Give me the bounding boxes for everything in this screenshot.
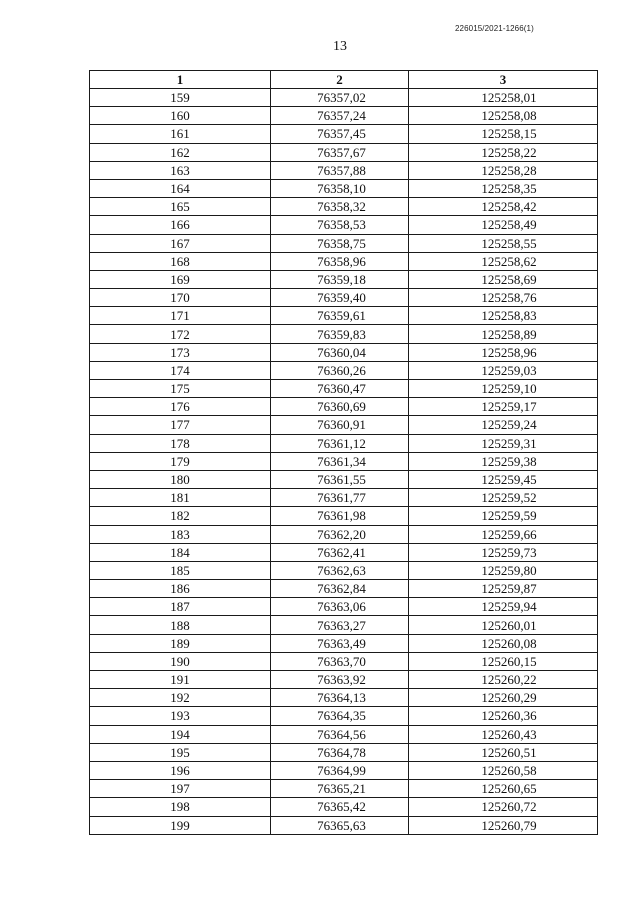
y-coordinate-cell: 125259,38 [409,452,598,470]
point-number-cell: 197 [90,780,271,798]
x-coordinate-cell: 76357,67 [271,143,409,161]
y-coordinate-cell: 125260,43 [409,725,598,743]
y-coordinate-cell: 125260,22 [409,671,598,689]
table-row [90,598,598,616]
column-header-2: 2 [271,71,409,89]
y-coordinate-cell: 125258,35 [409,179,598,197]
y-coordinate-cell: 125259,24 [409,416,598,434]
y-coordinate-cell: 125260,29 [409,689,598,707]
y-coordinate-cell: 125259,94 [409,598,598,616]
table-row [90,725,598,743]
x-coordinate-cell: 76362,84 [271,580,409,598]
point-number-cell: 161 [90,125,271,143]
x-coordinate-cell: 76357,45 [271,125,409,143]
table-row [90,452,598,470]
table-row [90,616,598,634]
point-number-cell: 169 [90,270,271,288]
table-row [90,325,598,343]
table-row [90,343,598,361]
point-number-cell: 177 [90,416,271,434]
point-number-cell: 184 [90,543,271,561]
x-coordinate-cell: 76364,99 [271,761,409,779]
y-coordinate-cell: 125258,42 [409,198,598,216]
page-number: 13 [333,39,347,54]
table-row [90,216,598,234]
point-number-cell: 196 [90,761,271,779]
y-coordinate-cell: 125259,66 [409,525,598,543]
x-coordinate-cell: 76363,70 [271,652,409,670]
x-coordinate-cell: 76364,35 [271,707,409,725]
point-number-cell: 174 [90,361,271,379]
table-row [90,270,598,288]
point-number-cell: 168 [90,252,271,270]
point-number-cell: 160 [90,107,271,125]
point-number-cell: 185 [90,561,271,579]
x-coordinate-cell: 76359,61 [271,307,409,325]
x-coordinate-cell: 76362,63 [271,561,409,579]
y-coordinate-cell: 125258,28 [409,161,598,179]
table-row [90,507,598,525]
y-coordinate-cell: 125260,51 [409,743,598,761]
y-coordinate-cell: 125258,62 [409,252,598,270]
x-coordinate-cell: 76360,26 [271,361,409,379]
table-row [90,761,598,779]
table-row [90,143,598,161]
y-coordinate-cell: 125258,69 [409,270,598,288]
x-coordinate-cell: 76360,91 [271,416,409,434]
table-row [90,580,598,598]
point-number-cell: 162 [90,143,271,161]
point-number-cell: 194 [90,725,271,743]
x-coordinate-cell: 76363,92 [271,671,409,689]
table-row [90,561,598,579]
point-number-cell: 164 [90,179,271,197]
y-coordinate-cell: 125258,08 [409,107,598,125]
x-coordinate-cell: 76359,18 [271,270,409,288]
y-coordinate-cell: 125260,65 [409,780,598,798]
point-number-cell: 190 [90,652,271,670]
point-number-cell: 191 [90,671,271,689]
y-coordinate-cell: 125258,96 [409,343,598,361]
table-row [90,470,598,488]
column-header-1: 1 [90,71,271,89]
point-number-cell: 167 [90,234,271,252]
table-row [90,161,598,179]
coordinates-table [89,70,598,835]
y-coordinate-cell: 125259,80 [409,561,598,579]
table-row [90,252,598,270]
point-number-cell: 198 [90,798,271,816]
table-row [90,307,598,325]
table-row [90,398,598,416]
x-coordinate-cell: 76364,13 [271,689,409,707]
y-coordinate-cell: 125258,76 [409,289,598,307]
table-row [90,107,598,125]
table-row [90,89,598,107]
y-coordinate-cell: 125260,36 [409,707,598,725]
y-coordinate-cell: 125260,58 [409,761,598,779]
y-coordinate-cell: 125258,49 [409,216,598,234]
y-coordinate-cell: 125258,55 [409,234,598,252]
table-row [90,816,598,834]
point-number-cell: 189 [90,634,271,652]
point-number-cell: 178 [90,434,271,452]
table-row [90,780,598,798]
x-coordinate-cell: 76361,34 [271,452,409,470]
table-row [90,798,598,816]
y-coordinate-cell: 125258,22 [409,143,598,161]
point-number-cell: 172 [90,325,271,343]
y-coordinate-cell: 125260,08 [409,634,598,652]
y-coordinate-cell: 125259,45 [409,470,598,488]
table-row [90,179,598,197]
point-number-cell: 193 [90,707,271,725]
document-reference: 226015/2021-1266(1) [455,24,534,33]
x-coordinate-cell: 76365,63 [271,816,409,834]
y-coordinate-cell: 125258,83 [409,307,598,325]
table-row [90,125,598,143]
x-coordinate-cell: 76358,96 [271,252,409,270]
x-coordinate-cell: 76358,32 [271,198,409,216]
y-coordinate-cell: 125259,31 [409,434,598,452]
x-coordinate-cell: 76361,12 [271,434,409,452]
x-coordinate-cell: 76361,77 [271,489,409,507]
y-coordinate-cell: 125259,52 [409,489,598,507]
table-row [90,289,598,307]
y-coordinate-cell: 125259,87 [409,580,598,598]
y-coordinate-cell: 125260,72 [409,798,598,816]
table-body [90,89,598,835]
y-coordinate-cell: 125259,17 [409,398,598,416]
x-coordinate-cell: 76360,47 [271,380,409,398]
x-coordinate-cell: 76363,06 [271,598,409,616]
point-number-cell: 195 [90,743,271,761]
x-coordinate-cell: 76357,02 [271,89,409,107]
point-number-cell: 159 [90,89,271,107]
point-number-cell: 166 [90,216,271,234]
point-number-cell: 175 [90,380,271,398]
x-coordinate-cell: 76361,98 [271,507,409,525]
x-coordinate-cell: 76360,69 [271,398,409,416]
table-row [90,671,598,689]
table-row [90,525,598,543]
point-number-cell: 176 [90,398,271,416]
point-number-cell: 183 [90,525,271,543]
x-coordinate-cell: 76362,41 [271,543,409,561]
point-number-cell: 179 [90,452,271,470]
x-coordinate-cell: 76364,78 [271,743,409,761]
y-coordinate-cell: 125260,01 [409,616,598,634]
table-row [90,543,598,561]
table-row [90,489,598,507]
y-coordinate-cell: 125260,79 [409,816,598,834]
point-number-cell: 182 [90,507,271,525]
point-number-cell: 181 [90,489,271,507]
point-number-cell: 163 [90,161,271,179]
point-number-cell: 186 [90,580,271,598]
x-coordinate-cell: 76363,49 [271,634,409,652]
x-coordinate-cell: 76361,55 [271,470,409,488]
y-coordinate-cell: 125260,15 [409,652,598,670]
point-number-cell: 192 [90,689,271,707]
table-row [90,689,598,707]
x-coordinate-cell: 76358,10 [271,179,409,197]
point-number-cell: 171 [90,307,271,325]
x-coordinate-cell: 76357,88 [271,161,409,179]
x-coordinate-cell: 76357,24 [271,107,409,125]
table-row [90,743,598,761]
table-row [90,198,598,216]
point-number-cell: 170 [90,289,271,307]
x-coordinate-cell: 76364,56 [271,725,409,743]
table-row [90,361,598,379]
point-number-cell: 199 [90,816,271,834]
table-row [90,234,598,252]
point-number-cell: 165 [90,198,271,216]
point-number-cell: 188 [90,616,271,634]
table-row [90,707,598,725]
y-coordinate-cell: 125258,89 [409,325,598,343]
x-coordinate-cell: 76359,83 [271,325,409,343]
table-row [90,434,598,452]
table-header-row [90,71,598,89]
table-row [90,634,598,652]
y-coordinate-cell: 125259,73 [409,543,598,561]
y-coordinate-cell: 125259,59 [409,507,598,525]
x-coordinate-cell: 76360,04 [271,343,409,361]
x-coordinate-cell: 76365,21 [271,780,409,798]
table-row [90,380,598,398]
point-number-cell: 173 [90,343,271,361]
point-number-cell: 187 [90,598,271,616]
y-coordinate-cell: 125259,10 [409,380,598,398]
x-coordinate-cell: 76358,75 [271,234,409,252]
point-number-cell: 180 [90,470,271,488]
column-header-3: 3 [409,71,598,89]
x-coordinate-cell: 76362,20 [271,525,409,543]
y-coordinate-cell: 125259,03 [409,361,598,379]
x-coordinate-cell: 76363,27 [271,616,409,634]
x-coordinate-cell: 76358,53 [271,216,409,234]
x-coordinate-cell: 76365,42 [271,798,409,816]
table-row [90,416,598,434]
y-coordinate-cell: 125258,01 [409,89,598,107]
x-coordinate-cell: 76359,40 [271,289,409,307]
y-coordinate-cell: 125258,15 [409,125,598,143]
table-row [90,652,598,670]
